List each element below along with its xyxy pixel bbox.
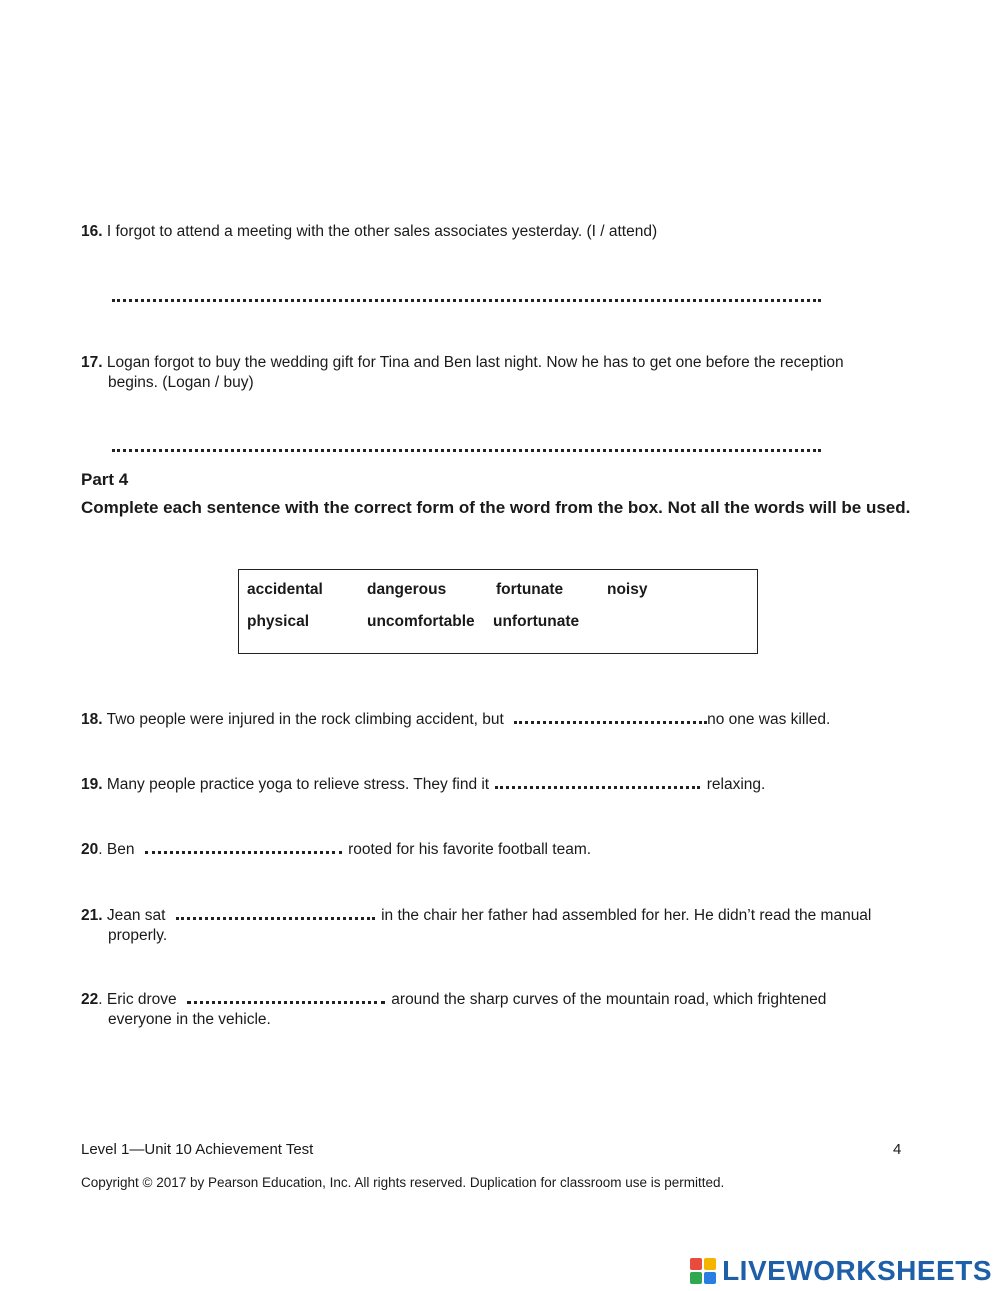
answer-blank-21[interactable] [176, 907, 375, 920]
question-text-after: around the sharp curves of the mountain road, which frightened [391, 991, 827, 1008]
logo-mark-icon [690, 1258, 716, 1284]
answer-blank-19[interactable] [495, 776, 700, 789]
question-number: 19. [81, 776, 103, 793]
question-22-continued: everyone in the vehicle. [108, 1011, 271, 1028]
word-option: fortunate [496, 581, 564, 598]
word-option: unfortunate [493, 613, 580, 630]
question-number-dot: . [98, 841, 103, 858]
question-21 [81, 906, 871, 926]
question-text-before: Two people were injured in the rock climbing accident, but [106, 711, 504, 728]
question-text-before: Jean sat [106, 907, 166, 924]
question-text-before: Eric drove [106, 991, 177, 1008]
question-number: 22 [81, 991, 99, 1008]
answer-line-17[interactable] [112, 449, 821, 452]
footer-title: Level 1—Unit 10 Achievement Test [81, 1141, 314, 1158]
word-option: uncomfortable [367, 613, 475, 630]
word-option: noisy [607, 581, 648, 598]
question-text-after: no one was killed. [707, 711, 831, 728]
question-number-dot: . [98, 991, 103, 1008]
question-19 [81, 775, 765, 795]
question-17 [81, 353, 844, 373]
word-option: dangerous [367, 581, 447, 598]
answer-line-16[interactable] [112, 299, 821, 302]
question-text-before: Many people practice yoga to relieve stress. They find it [106, 776, 490, 793]
question-text: I forgot to attend a meeting with the other sales associates yesterday. (I / attend) [106, 223, 658, 240]
question-number: 21. [81, 907, 103, 924]
page-number: 4 [893, 1141, 902, 1158]
question-text-after: relaxing. [706, 776, 766, 793]
word-option: physical [247, 613, 310, 630]
part-title: Part 4 [81, 470, 129, 489]
answer-blank-20[interactable] [145, 841, 342, 854]
question-text: Logan forgot to buy the wedding gift for Tina and Ben last night. Now he has to get one before the reception [106, 354, 844, 371]
question-text-before: Ben [106, 841, 135, 858]
question-22 [81, 990, 826, 1010]
question-number: 18. [81, 711, 103, 728]
question-text-after: in the chair her father had assembled for her. He didn’t read the manual [381, 907, 872, 924]
question-text-after: rooted for his favorite football team. [348, 841, 592, 858]
answer-blank-22[interactable] [187, 991, 385, 1004]
question-number: 16. [81, 223, 103, 240]
question-17-continued: begins. (Logan / buy) [108, 374, 254, 391]
word-box [238, 569, 758, 654]
question-20 [81, 840, 591, 860]
question-21-continued: properly. [108, 927, 168, 944]
question-number: 17. [81, 354, 103, 371]
question-16 [81, 222, 657, 242]
copyright: Copyright © 2017 by Pearson Education, Inc. All rights reserved. Duplication for classroom use is permitted. [81, 1175, 725, 1190]
part-instruction: Complete each sentence with the correct form of the word from the box. Not all the words will be used. [81, 498, 911, 517]
logo-text: LIVEWORKSHEETS [722, 1255, 992, 1286]
answer-blank-18[interactable] [514, 711, 707, 724]
word-option: accidental [247, 581, 323, 598]
liveworksheets-logo[interactable] [690, 1254, 992, 1288]
question-number: 20 [81, 841, 99, 858]
question-18 [81, 710, 830, 730]
